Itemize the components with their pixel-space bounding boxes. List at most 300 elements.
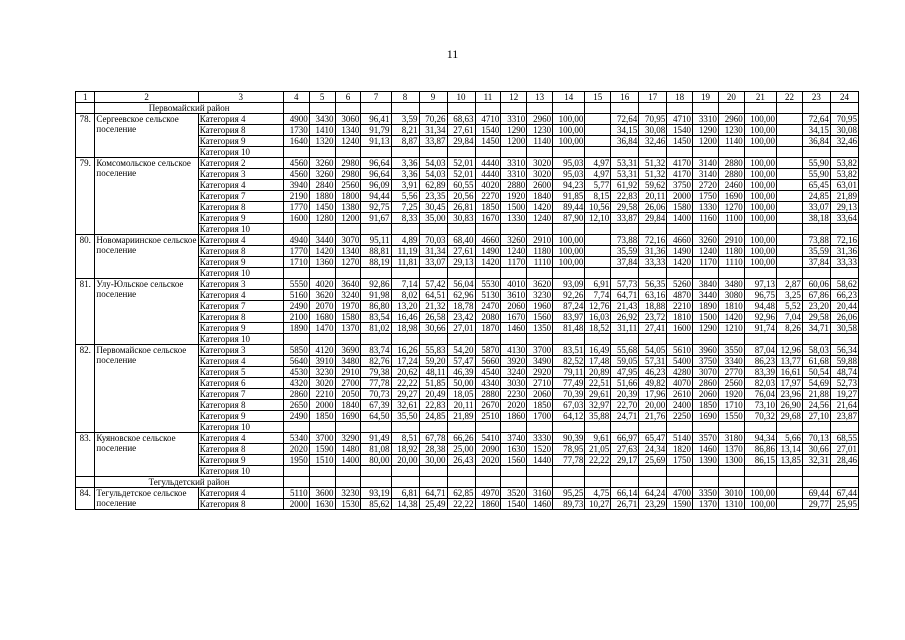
value-cell: 1370	[718, 444, 744, 455]
value-cell: 4540	[475, 367, 501, 378]
value-cell: 82,03	[744, 378, 776, 389]
value-cell: 96,64	[361, 158, 391, 169]
value-cell: 67,39	[361, 400, 391, 411]
value-cell: 2070	[309, 301, 335, 312]
value-cell: 30,66	[419, 323, 447, 334]
value-cell	[744, 466, 776, 477]
value-cell: 22,22	[391, 378, 419, 389]
category-label: Категория 8	[198, 202, 283, 213]
value-cell: 96,75	[744, 290, 776, 301]
category-label: Категория 4	[198, 114, 283, 125]
value-cell: 52,73	[830, 378, 858, 389]
value-cell	[830, 268, 858, 279]
value-cell: 4320	[283, 378, 309, 389]
column-header: 8	[391, 92, 419, 103]
value-cell: 1320	[309, 136, 335, 147]
category-label: Категория 10	[198, 147, 283, 158]
value-cell: 1480	[335, 444, 361, 455]
value-cell	[585, 257, 611, 268]
value-cell: 2080	[475, 312, 501, 323]
value-cell: 3330	[527, 433, 553, 444]
value-cell: 92,26	[553, 290, 585, 301]
value-cell: 1520	[527, 444, 553, 455]
value-cell: 18,52	[585, 323, 611, 334]
value-cell: 5530	[475, 279, 501, 290]
header-row	[76, 92, 859, 103]
value-cell	[553, 466, 585, 477]
value-cell: 57,42	[419, 279, 447, 290]
value-cell: 3140	[693, 169, 719, 180]
value-cell: 2910	[527, 235, 553, 246]
value-cell: 86,23	[744, 356, 776, 367]
value-cell: 23,29	[639, 499, 667, 510]
value-cell: 1600	[283, 213, 309, 224]
value-cell: 29,58	[802, 312, 830, 323]
value-cell	[639, 147, 667, 158]
value-cell: 1560	[501, 455, 527, 466]
value-cell	[447, 147, 475, 158]
empty-cell	[667, 477, 693, 488]
value-cell: 2210	[667, 301, 693, 312]
value-cell: 35,50	[391, 411, 419, 422]
settlement-name: Новомариинское сельское поселение	[95, 235, 198, 279]
value-cell	[553, 422, 585, 433]
value-cell: 77,49	[553, 378, 585, 389]
value-cell: 23,72	[639, 312, 667, 323]
value-cell: 2,87	[777, 279, 803, 290]
value-cell	[667, 147, 693, 158]
value-cell	[777, 136, 803, 147]
value-cell: 4340	[475, 378, 501, 389]
settlement-name: Сергеевское сельское поселение	[95, 114, 198, 158]
value-cell	[777, 202, 803, 213]
value-cell: 100,00	[553, 136, 585, 147]
value-cell: 22,22	[447, 499, 475, 510]
value-cell: 73,88	[802, 235, 830, 246]
value-cell	[693, 268, 719, 279]
value-cell: 5610	[667, 345, 693, 356]
value-cell: 4020	[475, 180, 501, 191]
value-cell: 16,03	[585, 312, 611, 323]
value-cell: 46,23	[639, 367, 667, 378]
value-cell	[585, 125, 611, 136]
value-cell: 2880	[501, 180, 527, 191]
value-cell: 50,54	[802, 367, 830, 378]
value-cell: 26,06	[639, 202, 667, 213]
value-cell: 1670	[475, 213, 501, 224]
value-cell	[447, 268, 475, 279]
value-cell: 56,35	[639, 279, 667, 290]
value-cell: 91,74	[744, 323, 776, 334]
value-cell: 1810	[667, 312, 693, 323]
value-cell: 21,89	[830, 191, 858, 202]
value-cell	[361, 147, 391, 158]
value-cell: 3070	[335, 235, 361, 246]
district-name: Тегульдетский район	[95, 477, 283, 488]
value-cell: 18,92	[391, 444, 419, 455]
value-cell: 1240	[335, 136, 361, 147]
value-cell: 3350	[693, 488, 719, 499]
value-cell: 21,64	[830, 400, 858, 411]
value-cell: 2490	[283, 411, 309, 422]
value-cell	[283, 466, 309, 477]
value-cell: 2230	[501, 389, 527, 400]
empty-cell	[744, 477, 776, 488]
empty-cell	[447, 103, 475, 114]
value-cell: 46,39	[447, 367, 475, 378]
value-cell: 72,64	[802, 114, 830, 125]
value-cell: 3620	[527, 279, 553, 290]
value-cell: 83,51	[553, 345, 585, 356]
value-cell: 100,00	[744, 136, 776, 147]
column-header: 13	[527, 92, 553, 103]
category-label: Категория 8	[198, 499, 283, 510]
value-cell	[718, 147, 744, 158]
value-cell	[611, 147, 639, 158]
value-cell: 2880	[718, 169, 744, 180]
value-cell: 1210	[718, 323, 744, 334]
value-cell: 1580	[667, 202, 693, 213]
value-cell: 32,31	[802, 455, 830, 466]
value-cell: 100,00	[744, 202, 776, 213]
value-cell: 1420	[309, 246, 335, 257]
column-header: 14	[553, 92, 585, 103]
category-label: Категория 8	[198, 400, 283, 411]
value-cell: 66,14	[611, 488, 639, 499]
value-cell: 1970	[335, 301, 361, 312]
value-cell: 2840	[309, 180, 335, 191]
value-cell: 3060	[335, 114, 361, 125]
value-cell: 3080	[718, 290, 744, 301]
value-cell: 68,63	[447, 114, 475, 125]
value-cell	[718, 268, 744, 279]
value-cell: 1180	[718, 246, 744, 257]
value-cell: 4170	[667, 169, 693, 180]
value-cell: 94,23	[553, 180, 585, 191]
column-header: 12	[501, 92, 527, 103]
value-cell: 3140	[693, 158, 719, 169]
value-cell: 1890	[283, 323, 309, 334]
value-cell: 100,00	[744, 191, 776, 202]
value-cell	[447, 466, 475, 477]
value-cell: 91,67	[361, 213, 391, 224]
value-cell: 63,16	[639, 290, 667, 301]
value-cell: 22,22	[585, 455, 611, 466]
category-label: Категория 4	[198, 356, 283, 367]
value-cell: 8,33	[391, 213, 419, 224]
value-cell: 55,90	[802, 158, 830, 169]
value-cell: 91,85	[553, 191, 585, 202]
category-label: Категория 5	[198, 367, 283, 378]
value-cell: 49,82	[639, 378, 667, 389]
value-cell: 30,66	[802, 444, 830, 455]
value-cell: 21,05	[585, 444, 611, 455]
value-cell: 1810	[718, 301, 744, 312]
value-cell: 65,47	[639, 433, 667, 444]
value-cell: 1340	[335, 125, 361, 136]
value-cell: 92,96	[744, 312, 776, 323]
value-cell: 3480	[718, 279, 744, 290]
value-cell: 58,62	[830, 279, 858, 290]
value-cell: 3260	[309, 169, 335, 180]
empty-cell	[639, 103, 667, 114]
value-cell: 1240	[501, 246, 527, 257]
value-cell	[693, 147, 719, 158]
value-cell: 100,00	[744, 257, 776, 268]
value-cell	[639, 466, 667, 477]
table-row	[76, 345, 859, 356]
value-cell: 1420	[718, 312, 744, 323]
value-cell: 76,04	[744, 389, 776, 400]
value-cell: 26,43	[447, 455, 475, 466]
value-cell: 5,52	[777, 301, 803, 312]
value-cell: 8,02	[391, 290, 419, 301]
value-cell: 4900	[283, 114, 309, 125]
value-cell: 57,73	[611, 279, 639, 290]
value-cell: 1540	[475, 125, 501, 136]
value-cell: 24,85	[419, 411, 447, 422]
value-cell: 53,82	[830, 158, 858, 169]
empty-cell	[283, 477, 309, 488]
settlement-number: 84.	[76, 488, 95, 510]
value-cell: 5550	[283, 279, 309, 290]
value-cell: 1860	[475, 499, 501, 510]
value-cell: 100,00	[744, 114, 776, 125]
value-cell: 1400	[335, 455, 361, 466]
value-cell	[667, 334, 693, 345]
category-label: Категория 3	[198, 169, 283, 180]
value-cell: 91,49	[361, 433, 391, 444]
value-cell: 89,44	[553, 202, 585, 213]
value-cell: 1230	[718, 125, 744, 136]
value-cell	[585, 268, 611, 279]
value-cell: 1590	[667, 499, 693, 510]
value-cell: 3020	[527, 158, 553, 169]
value-cell: 8,21	[391, 125, 419, 136]
value-cell: 4130	[501, 345, 527, 356]
value-cell: 73,10	[744, 400, 776, 411]
value-cell: 51,66	[611, 378, 639, 389]
empty-cell	[475, 477, 501, 488]
value-cell: 54,05	[639, 345, 667, 356]
value-cell: 3480	[335, 356, 361, 367]
value-cell	[777, 257, 803, 268]
empty-cell	[777, 477, 803, 488]
value-cell: 1630	[501, 444, 527, 455]
value-cell: 1330	[693, 202, 719, 213]
value-cell	[693, 422, 719, 433]
value-cell: 95,11	[361, 235, 391, 246]
value-cell: 2910	[335, 367, 361, 378]
value-cell: 82,52	[553, 356, 585, 367]
value-cell	[391, 268, 419, 279]
value-cell	[777, 169, 803, 180]
value-cell: 63,01	[830, 180, 858, 191]
value-cell	[639, 422, 667, 433]
value-cell: 2060	[501, 301, 527, 312]
value-cell	[718, 422, 744, 433]
value-cell: 1240	[527, 213, 553, 224]
column-header: 16	[611, 92, 639, 103]
value-cell: 1500	[501, 202, 527, 213]
value-cell	[553, 268, 585, 279]
empty-cell	[309, 103, 335, 114]
value-cell: 1270	[335, 257, 361, 268]
value-cell: 2060	[527, 389, 553, 400]
value-cell: 5260	[667, 279, 693, 290]
column-header: 24	[830, 92, 858, 103]
value-cell: 23,20	[802, 301, 830, 312]
value-cell: 59,62	[639, 180, 667, 191]
value-cell: 3910	[309, 356, 335, 367]
value-cell	[639, 334, 667, 345]
value-cell: 1960	[527, 301, 553, 312]
value-cell: 1700	[527, 411, 553, 422]
value-cell	[585, 246, 611, 257]
value-cell: 22,83	[611, 191, 639, 202]
value-cell	[447, 334, 475, 345]
empty-cell	[693, 103, 719, 114]
value-cell: 1200	[693, 136, 719, 147]
empty-cell	[447, 477, 475, 488]
value-cell: 2600	[527, 180, 553, 191]
value-cell: 1590	[309, 444, 335, 455]
value-cell: 18,05	[447, 389, 475, 400]
value-cell	[611, 334, 639, 345]
value-cell: 29,77	[802, 499, 830, 510]
value-cell: 100,00	[553, 257, 585, 268]
value-cell: 26,58	[419, 312, 447, 323]
value-cell: 96,41	[361, 114, 391, 125]
value-cell: 1110	[527, 257, 553, 268]
value-cell	[335, 466, 361, 477]
value-cell: 1420	[527, 202, 553, 213]
empty-cell	[309, 477, 335, 488]
value-cell	[777, 147, 803, 158]
value-cell: 2910	[718, 235, 744, 246]
value-cell: 1710	[283, 257, 309, 268]
value-cell	[777, 158, 803, 169]
value-cell: 4070	[667, 378, 693, 389]
value-cell	[777, 334, 803, 345]
empty-cell	[639, 477, 667, 488]
value-cell	[391, 224, 419, 235]
value-cell: 1680	[309, 312, 335, 323]
value-cell	[475, 224, 501, 235]
value-cell: 5,77	[585, 180, 611, 191]
settlement-number: 82.	[76, 345, 95, 433]
value-cell: 2400	[667, 400, 693, 411]
value-cell: 5640	[283, 356, 309, 367]
value-cell: 73,88	[611, 235, 639, 246]
value-cell	[830, 334, 858, 345]
value-cell: 20,11	[639, 191, 667, 202]
value-cell: 55,83	[419, 345, 447, 356]
value-cell: 57,31	[639, 356, 667, 367]
value-cell: 10,56	[585, 202, 611, 213]
column-header: 17	[639, 92, 667, 103]
value-cell: 29,17	[611, 455, 639, 466]
value-cell	[777, 191, 803, 202]
table-row	[76, 114, 859, 125]
value-cell: 27,41	[639, 323, 667, 334]
value-cell: 59,20	[419, 356, 447, 367]
value-cell: 82,76	[361, 356, 391, 367]
value-cell: 64,24	[639, 488, 667, 499]
value-cell	[501, 147, 527, 158]
value-cell	[335, 334, 361, 345]
value-cell	[802, 224, 830, 235]
value-cell: 1640	[283, 136, 309, 147]
value-cell	[335, 422, 361, 433]
value-cell: 1450	[309, 202, 335, 213]
value-cell	[527, 422, 553, 433]
column-header: 6	[335, 92, 361, 103]
value-cell: 93,09	[553, 279, 585, 290]
value-cell: 20,00	[391, 455, 419, 466]
value-cell: 1630	[309, 499, 335, 510]
value-cell: 8,51	[391, 433, 419, 444]
value-cell: 59,88	[830, 356, 858, 367]
value-cell: 91,79	[361, 125, 391, 136]
value-cell: 92,75	[361, 202, 391, 213]
value-cell: 34,71	[802, 323, 830, 334]
value-cell: 4870	[667, 290, 693, 301]
value-cell: 72,16	[639, 235, 667, 246]
value-cell: 91,98	[361, 290, 391, 301]
value-cell: 2490	[283, 301, 309, 312]
value-cell	[693, 466, 719, 477]
value-cell: 100,00	[744, 180, 776, 191]
value-cell: 1540	[501, 499, 527, 510]
column-header: 15	[585, 92, 611, 103]
empty-cell	[585, 477, 611, 488]
settlement-name: Куяновское сельское поселение	[95, 433, 198, 477]
value-cell: 20,89	[585, 367, 611, 378]
value-cell: 55,90	[802, 169, 830, 180]
value-cell: 97,13	[744, 279, 776, 290]
value-cell	[361, 268, 391, 279]
value-cell: 33,33	[639, 257, 667, 268]
empty-cell	[335, 477, 361, 488]
value-cell: 96,64	[361, 169, 391, 180]
value-cell: 8,26	[777, 323, 803, 334]
value-cell: 25,00	[447, 444, 475, 455]
value-cell: 16,61	[777, 367, 803, 378]
value-cell: 1330	[501, 213, 527, 224]
table-row	[76, 235, 859, 246]
value-cell: 54,20	[447, 345, 475, 356]
value-cell: 37,84	[611, 257, 639, 268]
value-cell: 22,70	[611, 400, 639, 411]
value-cell: 1500	[693, 312, 719, 323]
value-cell: 26,71	[611, 499, 639, 510]
value-cell: 3700	[309, 433, 335, 444]
column-header: 19	[693, 92, 719, 103]
value-cell: 3,36	[391, 158, 419, 169]
value-cell: 77,78	[361, 378, 391, 389]
value-cell: 93,19	[361, 488, 391, 499]
value-cell: 4010	[501, 279, 527, 290]
value-cell: 1870	[475, 323, 501, 334]
value-cell: 85,62	[361, 499, 391, 510]
value-cell	[391, 466, 419, 477]
value-cell: 20,44	[830, 301, 858, 312]
value-cell: 3310	[693, 114, 719, 125]
value-cell	[475, 466, 501, 477]
value-cell: 61,92	[611, 180, 639, 191]
value-cell: 16,46	[391, 312, 419, 323]
